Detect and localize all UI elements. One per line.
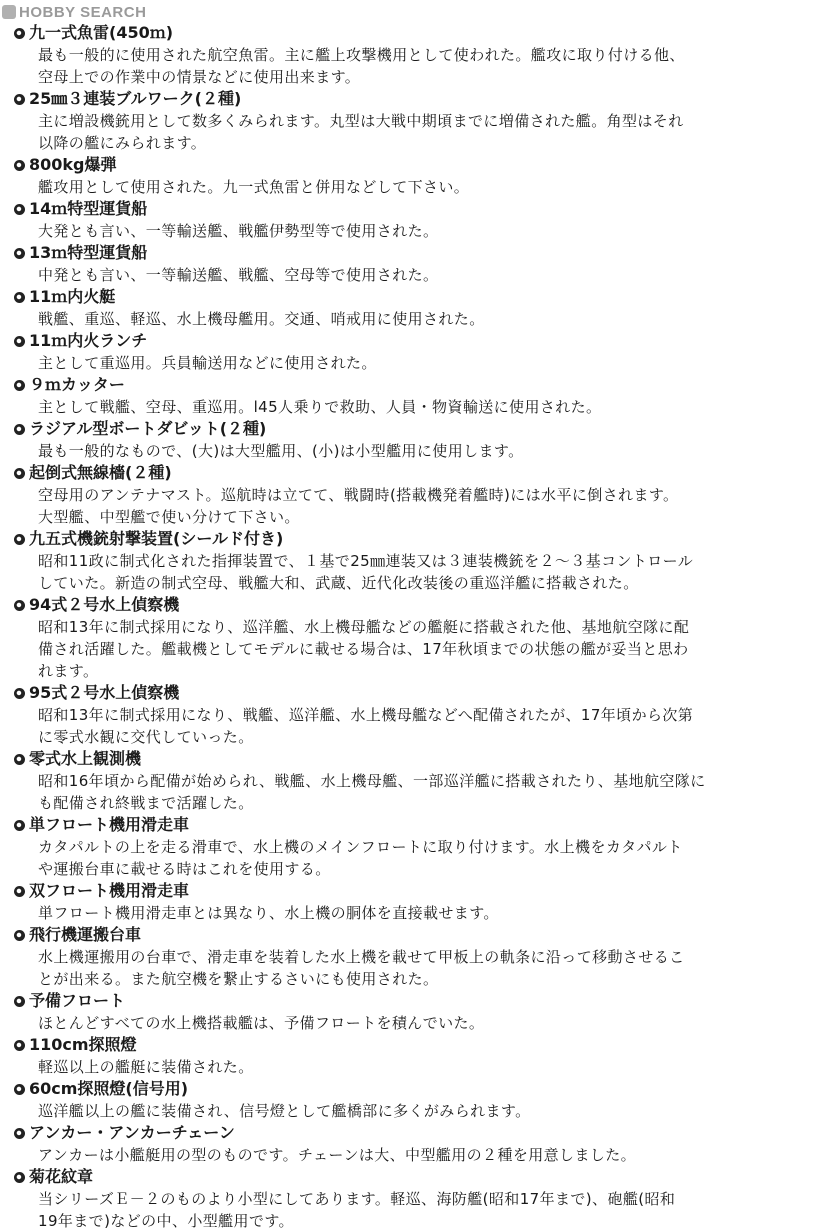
part-description-line: 巡洋艦以上の艦に装備され、信号燈として艦橋部に多くがみられます。 [38,1102,531,1120]
part-entry-title [14,814,826,836]
bullet-icon [14,468,25,479]
part-description-line: カタパルトの上を走る滑車で、水上機のメインフロートに取り付けます。水上機をカタパルト [38,838,683,856]
part-entry [14,198,826,242]
part-name: 菊花紋章 [29,1167,94,1186]
bullet-icon [14,248,25,259]
bullet-icon [14,1128,25,1139]
part-name: 零式水上観測機 [29,749,142,768]
part-entry-title [14,242,826,264]
part-entry-title [14,198,826,220]
watermark-text: HOBBY SEARCH [19,3,147,21]
part-entry-title [14,682,826,704]
part-entry [14,242,826,286]
part-description-line: 昭和16年頃から配備が始められ、戦艦、水上機母艦、一部巡洋艦に搭載されたり、基地航空隊に [38,772,706,790]
part-description-line: 19年まで)などの中、小型艦用です。 [38,1212,294,1230]
part-entry [14,154,826,198]
part-name: 九五式機銃射撃装置(シールド付き) [29,529,284,548]
part-description-line: 以降の艦にみられます。 [38,134,207,152]
bullet-icon [14,380,25,391]
parts-description-document [14,22,826,1232]
part-entry-title [14,528,826,550]
part-description-line: 戦艦、重巡、軽巡、水上機母艦用。交通、哨戒用に使用された。 [38,310,485,328]
part-description-line: 艦攻用として使用された。九一式魚雷と併用などして下さい。 [38,178,470,196]
part-name: 単フロート機用滑走車 [29,815,190,834]
part-entry-title [14,880,826,902]
bullet-icon [14,28,25,39]
bullet-icon [14,996,25,1007]
part-entry [14,990,826,1034]
part-description-line: 主として重巡用。兵員輸送用などに使用された。 [38,354,377,372]
hobby-search-logo-icon [2,5,16,19]
part-description-line: ほとんどすべての水上機搭載艦は、予備フロートを積んでいた。 [38,1014,485,1032]
part-description-line: 昭和11政に制式化された指揮装置で、１基で25㎜連装又は３連装機銃を２～３基コントロール [38,552,694,570]
part-entry [14,924,826,990]
part-name: 800kg爆弾 [29,155,117,174]
part-name: 60cm探照燈(信号用) [29,1079,189,1098]
part-description-line: 主に増設機銃用として数多くみられます。丸型は大戦中期頃までに増備された艦。角型はそれ [38,112,684,130]
part-description-line: 単フロート機用滑走車とは異なり、水上機の胴体を直接載せます。 [38,904,499,922]
part-entry-title [14,1122,826,1144]
bullet-icon [14,534,25,545]
part-entry [14,1034,826,1078]
part-entry-title [14,22,826,44]
part-description-line: アンカーは小艦艇用の型のものです。チェーンは大、中型艦用の２種を用意しました。 [38,1146,637,1164]
part-description-line: 昭和13年に制式採用になり、巡洋艦、水上機母艦などの艦艇に搭載された他、基地航空隊に配 [38,618,690,636]
part-description-line: 大発とも言い、一等輸送艦、戦艦伊勢型等で使用された。 [38,222,439,240]
part-name: 起倒式無線檣(２種) [29,463,172,482]
bullet-icon [14,1084,25,1095]
part-entry [14,462,826,528]
part-description-line: 昭和13年に制式採用になり、戦艦、巡洋艦、水上機母艦などへ配備されたが、17年頃から次第 [38,706,694,724]
part-name: アンカー・アンカーチェーン [29,1123,235,1142]
part-entry [14,1122,826,1166]
part-entry [14,528,826,594]
bullet-icon [14,754,25,765]
part-name: 飛行機運搬台車 [29,925,142,944]
part-description-line: とが出来る。また航空機を繋止するさいにも使用された。 [38,970,439,988]
part-description-line: 中発とも言い、一等輸送艦、戦艦、空母等で使用された。 [38,266,439,284]
part-description-line: や運搬台車に載せる時はこれを使用する。 [38,860,331,878]
part-entry [14,748,826,814]
part-entry [14,88,826,154]
part-entry [14,330,826,374]
part-name: 110cm探照燈 [29,1035,137,1054]
watermark [2,2,146,22]
part-entry-title [14,88,826,110]
part-entry-title [14,462,826,484]
bullet-icon [14,820,25,831]
part-name: 94式２号水上偵察機 [29,595,180,614]
part-entry [14,880,826,924]
part-description-line: れます。 [38,662,99,680]
part-name: ９ｍカッター [29,375,125,394]
part-description-line: に零式水観に交代していった。 [38,728,254,746]
part-entry [14,286,826,330]
bullet-icon [14,424,25,435]
part-description-line: 備され活躍した。艦載機としてモデルに載せる場合は、17年秋頃までの状態の艦が妥当と思わ [38,640,689,658]
part-name: 95式２号水上偵察機 [29,683,180,702]
part-name: 予備フロート [29,991,126,1010]
part-description-line: 空母用のアンテナマスト。巡航時は立てて、戦闘時(搭載機発着艦時)には水平に倒されます。 [38,486,679,504]
part-description-line: していた。新造の制式空母、戦艦大和、武蔵、近代化改装後の重巡洋艦に搭載された。 [38,574,639,592]
part-entry [14,22,826,88]
part-entry-title [14,374,826,396]
part-name: 13ｍ特型運貨船 [29,243,148,262]
bullet-icon [14,688,25,699]
part-description-line: 軽巡以上の艦艇に装備された。 [38,1058,254,1076]
bullet-icon [14,336,25,347]
part-entry-title [14,1078,826,1100]
bullet-icon [14,292,25,303]
part-description-line: 空母上での作業中の情景などに使用出来ます。 [38,68,361,86]
part-name: 25㎜３連装ブルワーク(２種) [29,89,242,108]
part-entry-title [14,594,826,616]
bullet-icon [14,1040,25,1051]
part-description-line: 水上機運搬用の台車で、滑走車を装着した水上機を載せて甲板上の軌条に沿って移動させるこ [38,948,685,966]
bullet-icon [14,204,25,215]
part-description-line: 大型艦、中型艦で使い分けて下さい。 [38,508,300,526]
part-entry-title [14,330,826,352]
part-name: 双フロート機用滑走車 [29,881,190,900]
part-entry-title [14,1034,826,1056]
part-description-line: も配備され終戦まで活躍した。 [38,794,254,812]
part-entry [14,1078,826,1122]
bullet-icon [14,160,25,171]
part-entry-title [14,154,826,176]
part-entry-title [14,286,826,308]
bullet-icon [14,1172,25,1183]
part-name: 11ｍ内火ランチ [29,331,148,350]
part-entry [14,594,826,682]
part-description-line: 最も一般的なもので、(大)は大型艦用、(小)は小型艦用に使用します。 [38,442,524,460]
bullet-icon [14,600,25,611]
part-entry [14,418,826,462]
part-name: ラジアル型ボートダビット(２種) [29,419,267,438]
part-entry [14,682,826,748]
part-entry-title [14,924,826,946]
part-description-line: 主として戦艦、空母、重巡用。l45人乗りで救助、人員・物資輸送に使用された。 [38,398,602,416]
part-entry-title [14,1166,826,1188]
part-entry [14,814,826,880]
part-description-line: 最も一般的に使用された航空魚雷。主に艦上攻撃機用として使われた。艦攻に取り付ける他、 [38,46,685,64]
part-name: 11ｍ内火艇 [29,287,116,306]
part-entry-title [14,748,826,770]
part-name: 14ｍ特型運貨船 [29,199,148,218]
part-name: 九一式魚雷(450ｍ) [29,23,174,42]
bullet-icon [14,886,25,897]
part-description-line: 当シリーズＥ－２のものより小型にしてあります。軽巡、海防艦(昭和17年まで)、砲艦(昭和 [38,1190,676,1208]
bullet-icon [14,930,25,941]
part-entry-title [14,990,826,1012]
bullet-icon [14,94,25,105]
part-entry [14,1166,826,1232]
part-entry [14,374,826,418]
part-entry-title [14,418,826,440]
